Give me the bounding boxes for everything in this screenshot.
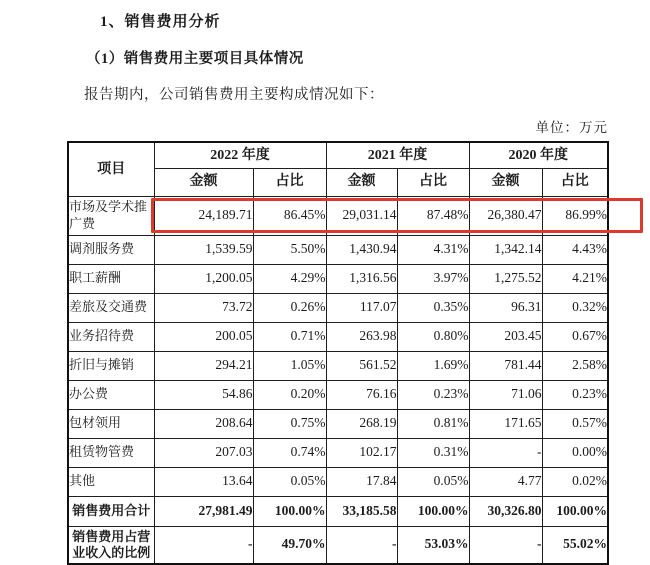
table-row-business-entertainment: [68, 322, 608, 351]
value-cell: 76.16: [326, 380, 397, 409]
item-cell: 包材领用: [68, 409, 154, 438]
value-cell: 0.02%: [542, 467, 608, 496]
table-row-other: [68, 467, 608, 496]
item-cell: 办公费: [68, 380, 154, 409]
value-cell: -: [469, 438, 542, 467]
item-cell: 销售费用占营业收入的比例: [68, 526, 154, 564]
value-cell: 13.64: [154, 467, 253, 496]
value-cell: 5.50%: [253, 235, 326, 264]
value-cell: 0.00%: [542, 438, 608, 467]
value-cell: 1,200.05: [154, 264, 253, 293]
value-cell: 203.45: [469, 322, 542, 351]
table-row-travel-transport: [68, 293, 608, 322]
table-row-packaging-materials: [68, 409, 608, 438]
value-cell: 54.86: [154, 380, 253, 409]
item-cell: 业务招待费: [68, 322, 154, 351]
value-cell: 781.44: [469, 351, 542, 380]
value-cell: 1.05%: [253, 351, 326, 380]
value-cell: 4.21%: [542, 264, 608, 293]
value-cell: 30,326.80: [469, 496, 542, 526]
value-cell: 0.20%: [253, 380, 326, 409]
value-cell: 0.05%: [397, 467, 469, 496]
value-cell: -: [326, 526, 397, 564]
value-cell: 55.02%: [542, 526, 608, 564]
table-row-market-promotion: [68, 196, 608, 235]
value-cell: 33,185.58: [326, 496, 397, 526]
value-cell: 100.00%: [542, 496, 608, 526]
value-cell: 26,380.47: [469, 196, 542, 235]
value-cell: 0.57%: [542, 409, 608, 438]
value-cell: 4.77: [469, 467, 542, 496]
value-cell: 1.69%: [397, 351, 469, 380]
table-row-revenue-ratio: [68, 526, 608, 564]
value-cell: 208.64: [154, 409, 253, 438]
value-cell: 24,189.71: [154, 196, 253, 235]
amount-header: 金额: [469, 168, 542, 196]
value-cell: 0.35%: [397, 293, 469, 322]
amount-header: 金额: [326, 168, 397, 196]
table-row-staff-salary: [68, 264, 608, 293]
value-cell: 0.26%: [253, 293, 326, 322]
value-cell: 207.03: [154, 438, 253, 467]
value-cell: -: [154, 526, 253, 564]
value-cell: 102.17: [326, 438, 397, 467]
value-cell: 100.00%: [397, 496, 469, 526]
value-cell: 73.72: [154, 293, 253, 322]
item-cell: 销售费用合计: [68, 496, 154, 526]
section-heading: 1、销售费用分析: [100, 14, 221, 30]
value-cell: 71.06: [469, 380, 542, 409]
value-cell: 100.00%: [253, 496, 326, 526]
table-row-depreciation-amortization: [68, 351, 608, 380]
value-cell: 86.99%: [542, 196, 608, 235]
intro-text: 报告期内，公司销售费用主要构成情况如下：: [84, 87, 384, 103]
value-cell: 2.58%: [542, 351, 608, 380]
value-cell: 27,981.49: [154, 496, 253, 526]
value-cell: 0.74%: [253, 438, 326, 467]
value-cell: 171.65: [469, 409, 542, 438]
item-cell: 调剂服务费: [68, 235, 154, 264]
value-cell: 29,031.14: [326, 196, 397, 235]
value-cell: 0.23%: [397, 380, 469, 409]
amount-header: 金额: [154, 168, 253, 196]
item-cell: 折旧与摊销: [68, 351, 154, 380]
value-cell: 86.45%: [253, 196, 326, 235]
table-row-lease-property: [68, 438, 608, 467]
value-cell: 0.31%: [397, 438, 469, 467]
value-cell: 4.29%: [253, 264, 326, 293]
value-cell: -: [469, 526, 542, 564]
value-cell: 0.81%: [397, 409, 469, 438]
value-cell: 0.67%: [542, 322, 608, 351]
table-row-office-expense: [68, 380, 608, 409]
value-cell: 268.19: [326, 409, 397, 438]
value-cell: 4.31%: [397, 235, 469, 264]
value-cell: 49.70%: [253, 526, 326, 564]
value-cell: 96.31: [469, 293, 542, 322]
year-header-2020: 2020 年度: [469, 142, 608, 168]
value-cell: 117.07: [326, 293, 397, 322]
value-cell: 200.05: [154, 322, 253, 351]
value-cell: 263.98: [326, 322, 397, 351]
value-cell: 17.84: [326, 467, 397, 496]
item-cell: 市场及学术推广费: [68, 196, 154, 235]
value-cell: 0.71%: [253, 322, 326, 351]
table-header-row-years: [68, 142, 608, 168]
item-cell: 其他: [68, 467, 154, 496]
ratio-header: 占比: [542, 168, 608, 196]
sales-expense-table: [67, 141, 609, 565]
year-header-2022: 2022 年度: [154, 142, 326, 168]
table-row-dispensing-service: [68, 235, 608, 264]
ratio-header: 占比: [253, 168, 326, 196]
unit-note: 单位：万元: [535, 120, 608, 135]
item-cell: 差旅及交通费: [68, 293, 154, 322]
value-cell: 53.03%: [397, 526, 469, 564]
value-cell: 0.23%: [542, 380, 608, 409]
value-cell: 0.75%: [253, 409, 326, 438]
value-cell: 561.52: [326, 351, 397, 380]
ratio-header: 占比: [397, 168, 469, 196]
value-cell: 1,539.59: [154, 235, 253, 264]
value-cell: 4.43%: [542, 235, 608, 264]
item-cell: 租赁物管费: [68, 438, 154, 467]
value-cell: 0.32%: [542, 293, 608, 322]
value-cell: 1,275.52: [469, 264, 542, 293]
value-cell: 87.48%: [397, 196, 469, 235]
value-cell: 3.97%: [397, 264, 469, 293]
item-column-header: 项目: [68, 142, 154, 196]
value-cell: 0.05%: [253, 467, 326, 496]
subsection-heading: （1）销售费用主要项目具体情况: [86, 51, 304, 67]
year-header-2021: 2021 年度: [326, 142, 469, 168]
value-cell: 1,430.94: [326, 235, 397, 264]
value-cell: 0.80%: [397, 322, 469, 351]
item-cell: 职工薪酬: [68, 264, 154, 293]
table-row-total: [68, 496, 608, 526]
value-cell: 294.21: [154, 351, 253, 380]
value-cell: 1,342.14: [469, 235, 542, 264]
value-cell: 1,316.56: [326, 264, 397, 293]
